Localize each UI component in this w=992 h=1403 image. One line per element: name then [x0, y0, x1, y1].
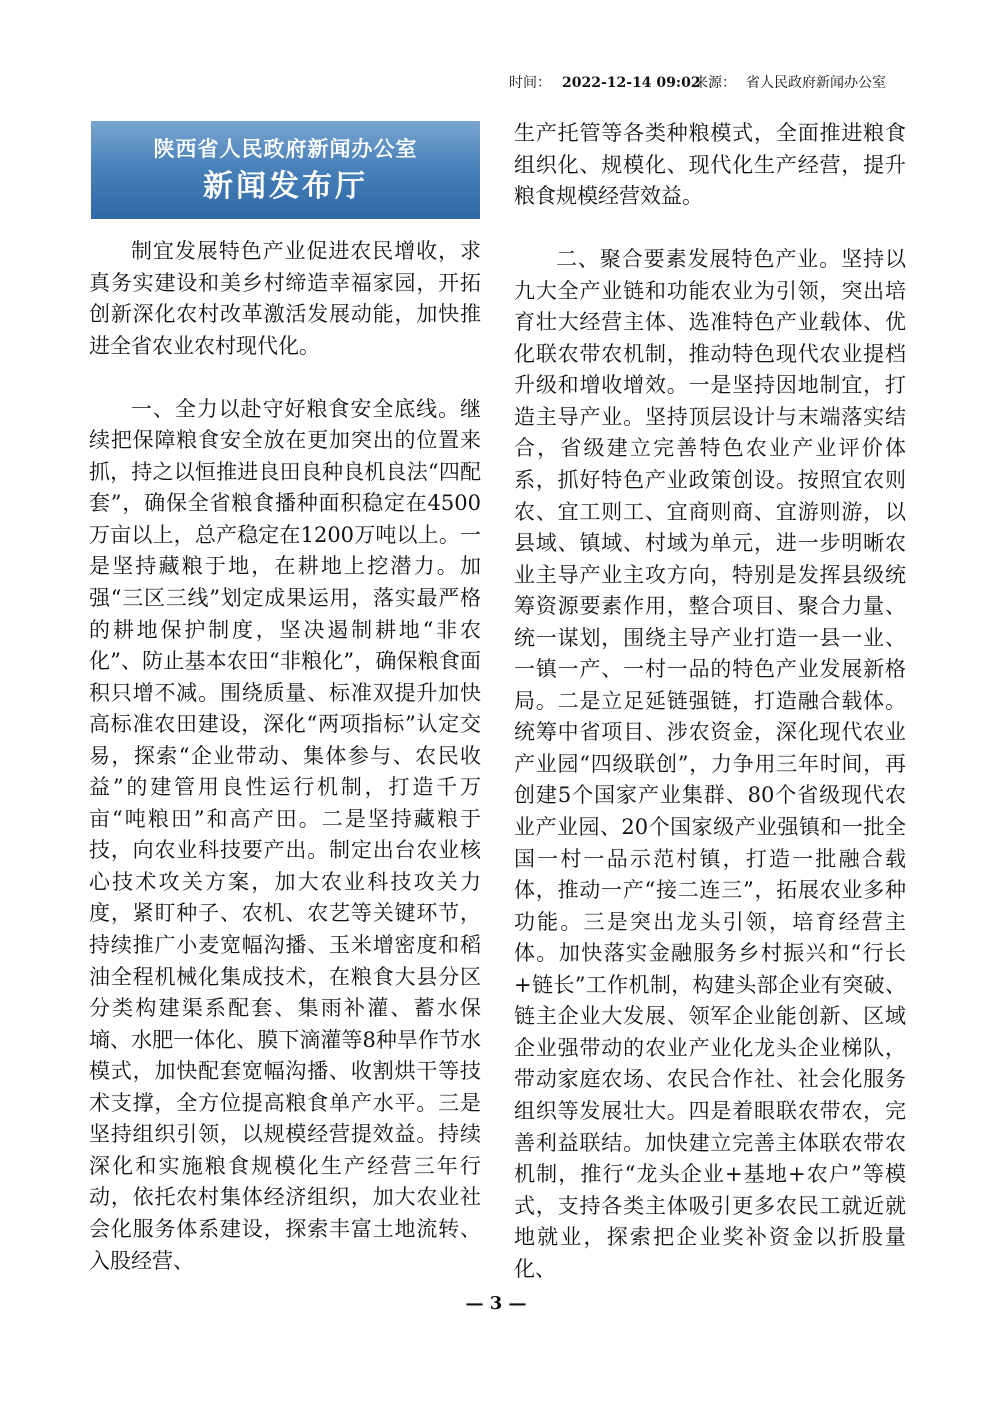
time-label: 时间： — [509, 75, 551, 91]
source-label: 来源： — [694, 75, 736, 91]
paragraph-intro: 制宜发展特色产业促进农民增收，求真务实建设和美乡村缔造幸福家园，开拓创新深化农村改革激活发展动能，加快推进全省农业农村现代化。 — [89, 239, 481, 358]
time-value: 2022-12-14 09:02 — [562, 75, 701, 91]
paragraph-section-two: 二、聚合要素发展特色产业。坚持以九大全产业链和功能农业为引领，突出培育壮大经营主体、选准特色产业载体、优化联农带农机制，推动特色现代农业提档升级和增收增效。一是坚持因地制宜，打造主导产业。坚持顶层设计与末端落实结合，省级建立完善特色农业产业评价体系，抓好特色产业政策创设。按照宜农则农、宜工则工、宜商则商、宜游则游，以县域、镇域、村域为单元，进一步明晰农业主导产业主攻方向，特别是发挥县级统筹资源要素作用，整合项目、聚合力量、统一谋划，围绕主导产业打造一县一业、一镇一产、一村一品的特色产业发展新格局。二是立足延链强链，打造融合载体。统筹中省项目、涉农资金，深化现代农业产业园“四级联创”，力争用三年时间，再创建5个国家产业集群、80个省级现代农业产业园、20个国家级产业强镇和一批全国一村一品示范村镇，打造一批融合载体，推动一产“接二连三”，拓展农业多种功能。三是突出龙头引领，培育经营主体。加快落实金融服务乡村振兴和“行长+链长”工作机制，构建头部企业有突破、链主企业大发展、领军企业能创新、区域企业强带动的农业产业化龙头企业梯队，带动家庭农场、农民合作社、社会化服务组织等发展壮大。四是着眼联农带农，完善利益联结。加快建立完善主体联农带农机制，推行“龙头企业+基地+农户”等模式，支持各类主体吸引更多农民工就近就地就业，探索把企业奖补资金以折股量化、 — [514, 247, 906, 1281]
source-value: 省人民政府新闻办公室 — [746, 75, 886, 91]
banner-hall-name: 新闻发布厅 — [203, 169, 368, 204]
left-column — [89, 236, 481, 1277]
press-hall-banner — [91, 121, 480, 219]
header-meta — [0, 72, 992, 94]
page-number: — 3 — — [465, 1293, 527, 1314]
paragraph-section-one-continued: 生产托管等各类种粮模式，全面推进粮食组织化、规模化、现代化生产经营，提升粮食规模经营效益。 — [514, 121, 906, 209]
paragraph-section-one: 一、全力以赴守好粮食安全底线。继续把保障粮食安全放在更加突出的位置来抓，持之以恒推进良田良种良机良法“四配套”，确保全省粮食播种面积稳定在4500万亩以上，总产稳定在1200万吨以上。一是坚持藏粮于地，在耕地上挖潜力。加强“三区三线”划定成果运用，落实最严格的耕地保护制度，坚决遏制耕地“非农化”、防止基本农田“非粮化”，确保粮食面积只增不减。围绕质量、标准双提升加快高标准农田建设，深化“两项指标”认定交易，探索“企业带动、集体参与、农民收益”的建管用良性运行机制，打造千万亩“吨粮田”和高产田。二是坚持藏粮于技，向农业科技要产出。制定出台农业核心技术攻关方案，加大农业科技攻关力度，紧盯种子、农机、农艺等关键环节，持续推广小麦宽幅沟播、玉米增密度和稻油全程机械化集成技术，在粮食大县分区分类构建渠系配套、集雨补灌、蓄水保墒、水肥一体化、膜下滴灌等8种旱作节水模式，加快配套宽幅沟播、收割烘干等技术支撑，全方位提高粮食单产水平。三是坚持组织引领，以规模经营提效益。持续深化和实施粮食规模化生产经营三年行动，依托农村集体经济组织，加大农业社会化服务体系建设，探索丰富土地流转、入股经营、 — [89, 396, 481, 1273]
right-column — [514, 118, 906, 1285]
banner-office-name: 陕西省人民政府新闻办公室 — [153, 137, 418, 161]
